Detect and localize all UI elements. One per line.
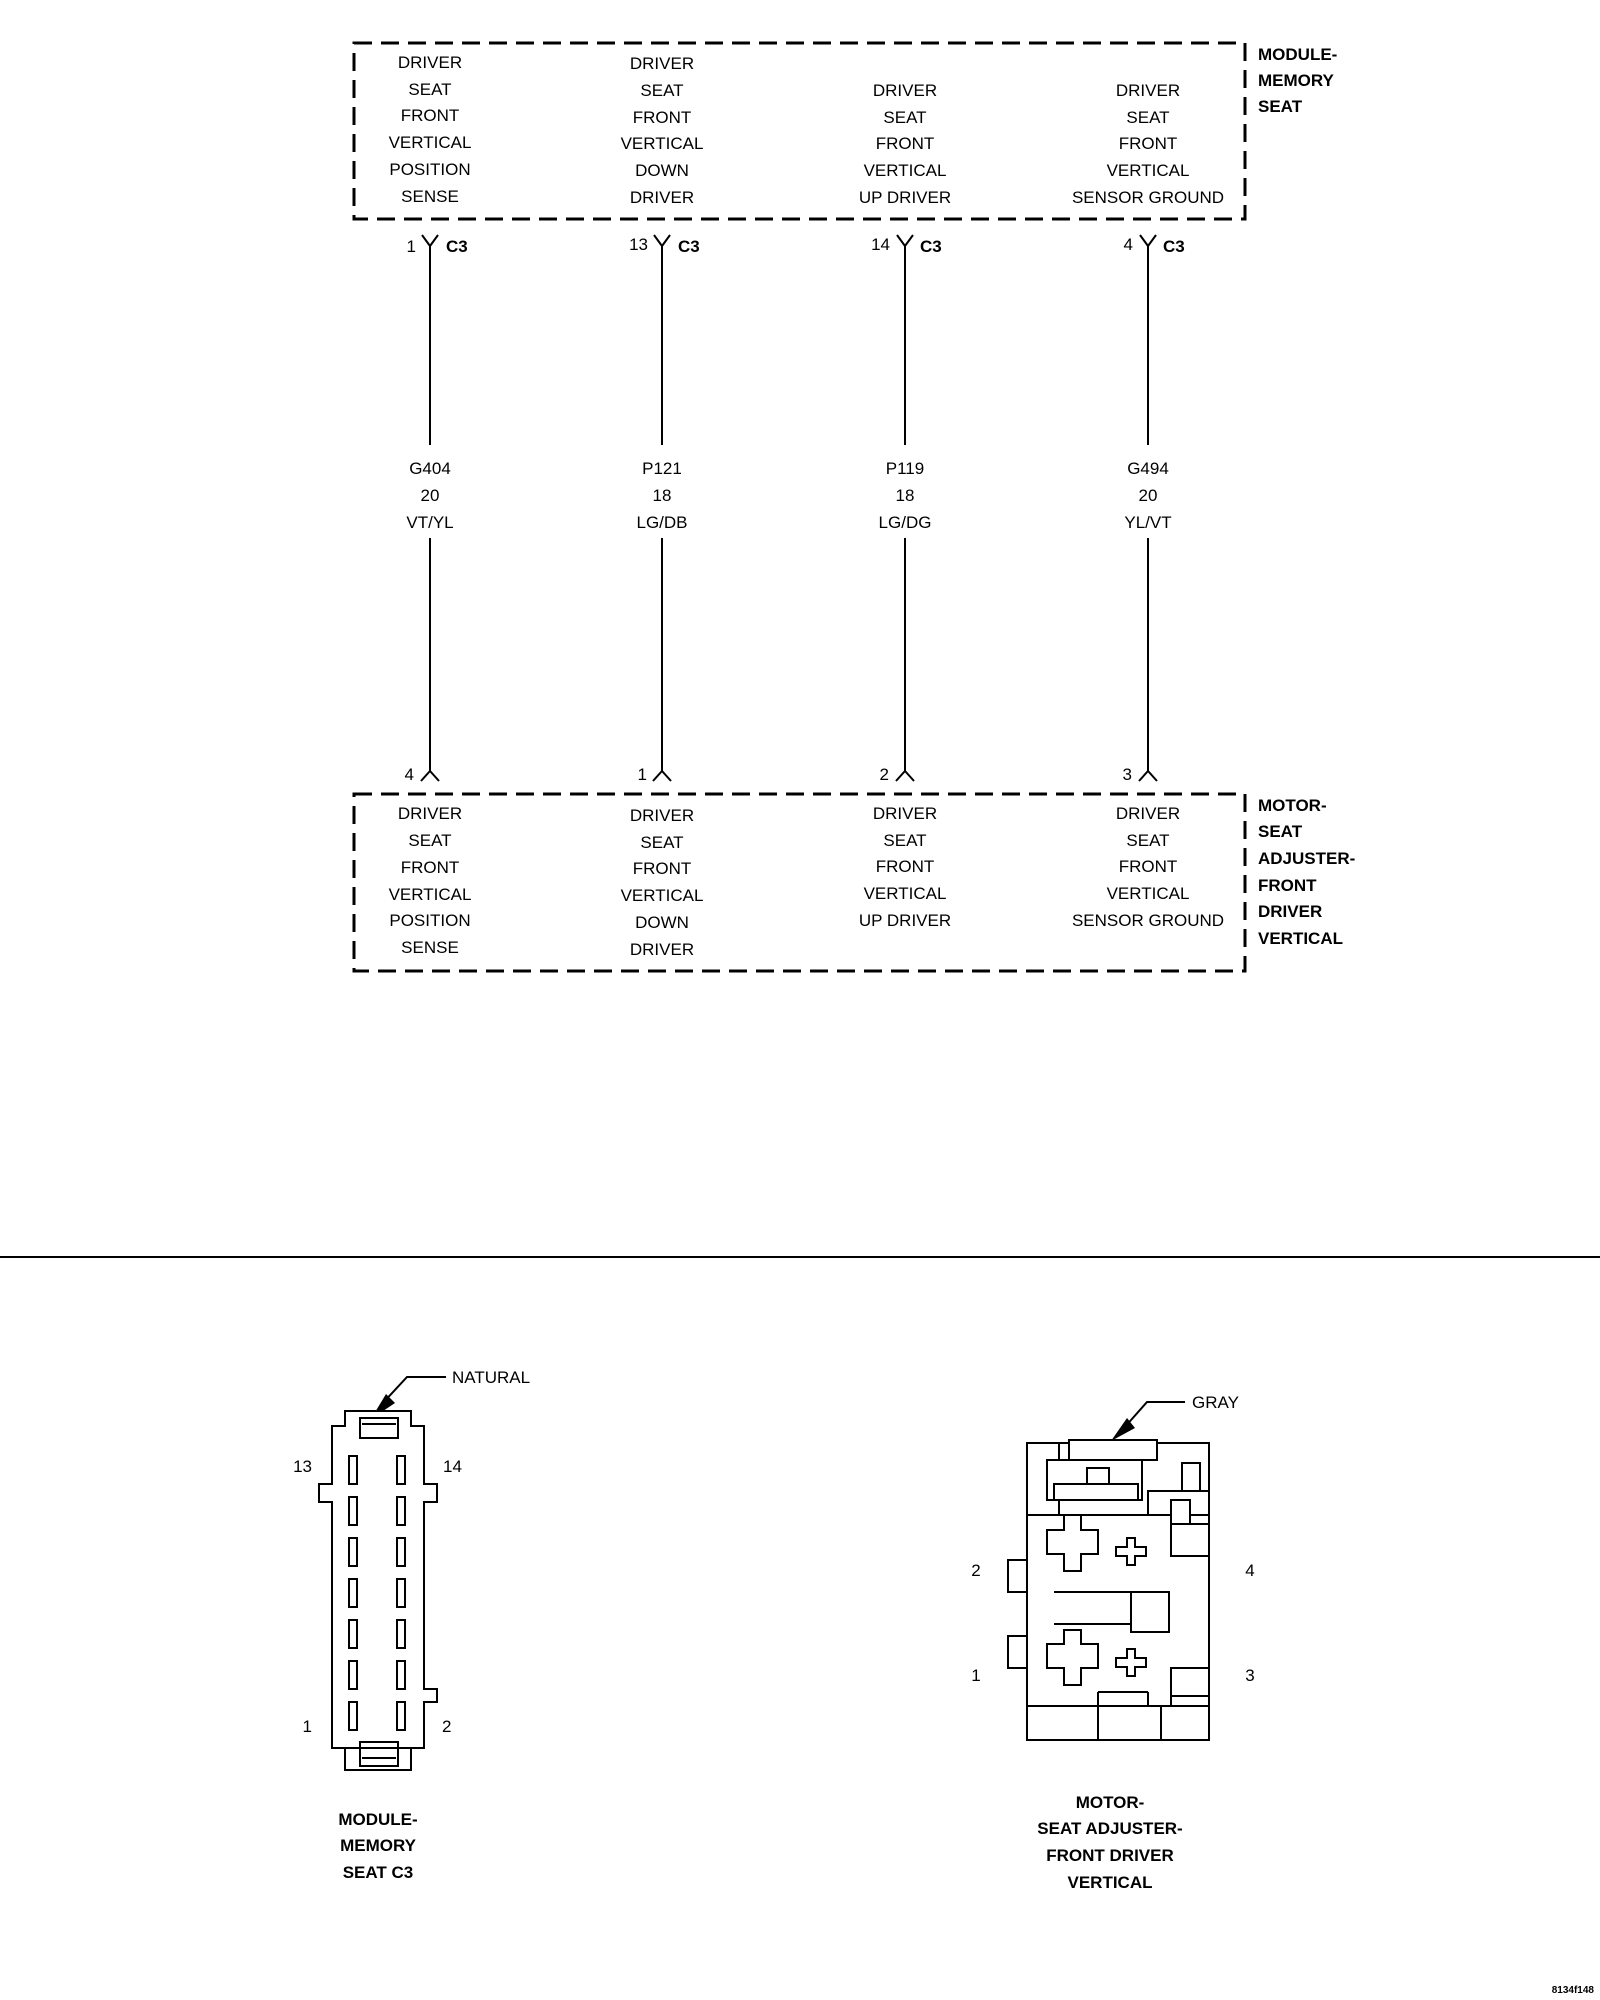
connector-id: C3 (446, 237, 468, 256)
pin-number: 14 (871, 235, 890, 254)
bottom-pin-1-label (621, 806, 704, 959)
bottom-module-name-line: FRONT (1258, 876, 1317, 895)
bottom-pin-4-label (389, 804, 472, 957)
pin-function-line: SEAT (1126, 108, 1170, 127)
leader-arrow (1111, 1418, 1135, 1441)
wire-color: VT/YL (406, 513, 454, 532)
pin-function-line: SEAT (883, 831, 927, 850)
wire-1 (406, 246, 453, 772)
bottom-module-name-line: VERTICAL (1258, 929, 1343, 948)
terminal-top-1 (407, 235, 468, 256)
bottom-module-name-line: ADJUSTER- (1258, 849, 1356, 868)
top-module-name-line: SEAT (1258, 97, 1303, 116)
pin-function-line: UP DRIVER (858, 911, 952, 930)
pin-function-line: VERTICAL (1106, 884, 1190, 903)
pin-number: 3 (1122, 765, 1132, 784)
top-module-name (1258, 45, 1337, 116)
c3-pin-label: 1 (302, 1717, 312, 1736)
pin-function-line: SENSOR GROUND (1071, 911, 1225, 930)
pin-number: 13 (629, 235, 648, 254)
top-pin-4-label (1072, 81, 1224, 207)
pin-function-line: DOWN (635, 161, 689, 180)
wire-color: LG/DB (636, 513, 688, 532)
wire-circuit: G404 (409, 459, 451, 478)
wire-2 (636, 246, 687, 772)
terminal-bottom-2 (880, 765, 914, 784)
c3-caption-line: MODULE- (338, 1810, 418, 1829)
pin-function-line: SEAT (408, 80, 452, 99)
bottom-terminals (405, 765, 1157, 784)
connector-id: C3 (920, 237, 942, 256)
wire-gauge: 18 (652, 486, 672, 505)
motor-pin-label: 1 (971, 1666, 981, 1685)
motor-connector-body (1008, 1440, 1209, 1740)
pin-function-line: DRIVER (629, 188, 695, 207)
pin-function-line: VERTICAL (620, 134, 704, 153)
pin-function-line: POSITION (389, 911, 471, 930)
pin-function-line: VERTICAL (388, 133, 472, 152)
top-terminals (407, 235, 1185, 256)
terminal-bottom-3 (1123, 765, 1157, 784)
bottom-pin-2-label (859, 804, 951, 930)
connector-motor-view (971, 1393, 1254, 1892)
bottom-module-name-line: DRIVER (1258, 902, 1323, 921)
pin-function-line: DRIVER (1115, 81, 1181, 100)
wire-4 (1124, 246, 1171, 772)
connector-id: C3 (1163, 237, 1185, 256)
pin-function-line: SENSOR GROUND (1071, 188, 1225, 207)
wire-gauge: 20 (1138, 486, 1158, 505)
pin-function-line: DRIVER (629, 940, 695, 959)
pin-function-line: DRIVER (629, 806, 695, 825)
pin-number: 4 (404, 765, 414, 784)
top-pin-13-label (621, 54, 704, 207)
bottom-module-name (1258, 796, 1355, 948)
bottom-module-name-line: SEAT (1258, 822, 1303, 841)
c3-pin-label: 14 (443, 1457, 462, 1476)
pin-function-line: SEAT (640, 81, 684, 100)
motor-caption-line: MOTOR- (1075, 1793, 1145, 1812)
wire-gauge: 18 (895, 486, 915, 505)
pin-function-line: FRONT (400, 106, 460, 125)
pin-number: 1 (406, 237, 416, 256)
motor-pin-label: 3 (1245, 1666, 1255, 1685)
motor-pin-label: 4 (1245, 1561, 1255, 1580)
terminal-top-14 (871, 235, 942, 256)
figure-id: 8134f148 (1551, 1985, 1594, 1996)
pin-function-line: SEAT (1126, 831, 1170, 850)
top-module-name-line: MEMORY (1258, 71, 1334, 90)
pin-function-line: VERTICAL (863, 161, 947, 180)
wire-circuit: P119 (885, 459, 925, 478)
connector-color-label: NATURAL (452, 1368, 531, 1387)
c3-caption-line: SEAT C3 (342, 1863, 414, 1882)
c3-connector-body (319, 1411, 437, 1770)
connector-id: C3 (678, 237, 700, 256)
connector-c3-view (293, 1368, 530, 1882)
pin-number: 1 (637, 765, 647, 784)
wire-gauge: 20 (420, 486, 440, 505)
wire-3 (879, 246, 932, 772)
terminal-top-4 (1124, 235, 1185, 256)
pin-function-line: SEAT (640, 833, 684, 852)
bottom-pin-3-label (1072, 804, 1224, 930)
connector-color-label: GRAY (1192, 1393, 1239, 1412)
pin-function-line: VERTICAL (620, 886, 704, 905)
bottom-module-name-line: MOTOR- (1258, 796, 1327, 815)
pin-function-line: FRONT (400, 858, 460, 877)
c3-pin-label: 2 (442, 1717, 452, 1736)
wire-circuit: G494 (1127, 459, 1169, 478)
pin-function-line: DRIVER (629, 54, 695, 73)
pin-function-line: FRONT (1118, 857, 1178, 876)
pin-function-line: SENSE (401, 938, 459, 957)
wire-circuit: P121 (642, 459, 682, 478)
pin-number: 4 (1123, 235, 1133, 254)
terminal-bottom-1 (638, 765, 671, 784)
pin-function-line: DRIVER (1115, 804, 1181, 823)
pin-function-line: FRONT (632, 859, 692, 878)
terminal-top-13 (629, 235, 700, 256)
leader-line (1124, 1402, 1185, 1428)
pin-function-line: FRONT (875, 134, 935, 153)
pin-function-line: UP DRIVER (858, 188, 952, 207)
pin-function-line: DRIVER (397, 804, 463, 823)
pin-function-line: DRIVER (397, 53, 463, 72)
pin-function-line: SEAT (883, 108, 927, 127)
pin-function-line: FRONT (1118, 134, 1178, 153)
motor-pin-label: 2 (971, 1561, 981, 1580)
bottom-module-box (354, 794, 1245, 971)
pin-function-line: VERTICAL (863, 884, 947, 903)
wire-color: LG/DG (878, 513, 932, 532)
pin-function-line: SENSE (401, 187, 459, 206)
top-pin-1-label (389, 53, 472, 206)
pin-function-line: FRONT (875, 857, 935, 876)
pin-function-line: VERTICAL (1106, 161, 1190, 180)
top-module-name-line: MODULE- (1258, 45, 1338, 64)
pin-function-line: FRONT (632, 108, 692, 127)
pin-function-line: DRIVER (872, 804, 938, 823)
c3-caption-line: MEMORY (340, 1836, 416, 1855)
pin-function-line: VERTICAL (388, 885, 472, 904)
motor-caption-line: FRONT DRIVER (1046, 1846, 1174, 1865)
motor-caption-line: VERTICAL (1067, 1873, 1153, 1892)
pin-number: 2 (879, 765, 889, 784)
motor-caption-line: SEAT ADJUSTER- (1037, 1819, 1183, 1838)
pin-function-line: POSITION (389, 160, 471, 179)
pin-function-line: DRIVER (872, 81, 938, 100)
pin-function-line: DOWN (635, 913, 689, 932)
pin-function-line: SEAT (408, 831, 452, 850)
top-pin-14-label (859, 81, 951, 207)
wire-color: YL/VT (1124, 513, 1172, 532)
terminal-bottom-4 (405, 765, 439, 784)
c3-pin-label: 13 (293, 1457, 312, 1476)
